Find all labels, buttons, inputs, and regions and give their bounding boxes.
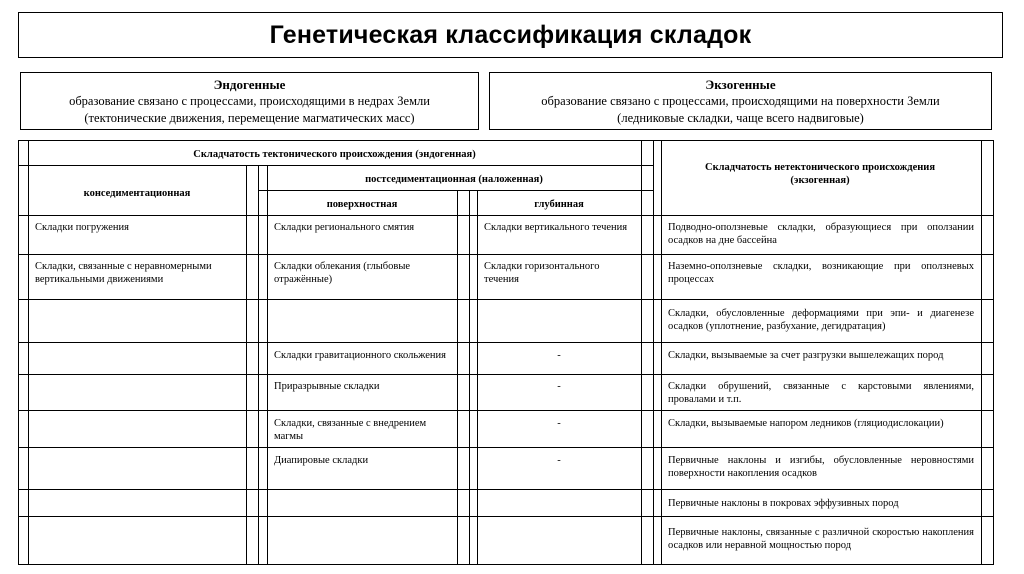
row-2-exogenous: Наземно-оползневые складки, возникающие при оползневых процессах bbox=[668, 261, 974, 285]
row-9-exogenous: Первичные наклоны, связанные с различной скоростью накопления осадков или неравной мощностью пород bbox=[668, 527, 974, 551]
row-8-exogenous: Первичные наклоны в покровах эффузивных пород bbox=[668, 498, 899, 509]
exogenous-heading: Экзогенные bbox=[705, 77, 776, 92]
header-deep: глубинная bbox=[534, 199, 584, 210]
row-6-deep: - bbox=[557, 418, 561, 429]
header-postsedimentation: постседиментационная (наложенная) bbox=[365, 174, 543, 185]
row-4-deep: - bbox=[557, 350, 561, 361]
header-consedimentation: конседиментационная bbox=[83, 188, 191, 199]
row-3-exogenous: Складки, обусловленные деформациями при эпи- и диагенезе осадков (уплотнение, разбухание, дегидратация) bbox=[668, 308, 974, 332]
row-6-exogenous: Складки, вызываемые напором ледников (гляциодислокации) bbox=[668, 418, 944, 429]
row-4-exogenous: Складки, вызываемые за счет разгрузки вышележащих пород bbox=[668, 350, 944, 361]
row-7-surface: Диапировые складки bbox=[274, 455, 369, 466]
row-1-consedimentation: Складки погружения bbox=[35, 222, 129, 233]
exogenous-line1: образование связано с процессами, происходящими на поверхности Земли bbox=[541, 94, 940, 108]
row-7-exogenous: Первичные наклоны и изгибы, обусловленные неровностями поверхности накопления осадков bbox=[668, 455, 974, 479]
row-5-surface: Приразрывные складки bbox=[274, 381, 380, 392]
endogenous-line1: образование связано с процессами, происходящими в недрах Земли bbox=[69, 94, 430, 108]
page-title: Генетическая классификация складок bbox=[269, 20, 752, 49]
row-1-deep: Складки вертикального течения bbox=[484, 222, 628, 233]
row-4-surface: Складки гравитационного скольжения bbox=[274, 350, 446, 361]
endogenous-heading: Эндогенные bbox=[213, 77, 286, 92]
row-1-surface: Складки регионального смятия bbox=[274, 222, 415, 233]
endogenous-line2: (тектонические движения, перемещение магматических масс) bbox=[84, 111, 415, 125]
row-7-deep: - bbox=[557, 455, 561, 466]
header-nontectonic: Складчатость нетектонического происхождения (экзогенная) bbox=[704, 162, 936, 186]
row-6-surface: Складки, связанные с внедрением магмы bbox=[274, 418, 427, 442]
row-2-surface: Складки облекания (глыбовые отражённые) bbox=[274, 261, 411, 285]
row-2-deep: Складки горизонтального течения bbox=[484, 261, 600, 285]
exogenous-line2: (ледниковые складки, чаще всего надвиговые) bbox=[617, 111, 864, 125]
row-5-exogenous: Складки обрушений, связанные с карстовыми явлениями, провалами и т.п. bbox=[668, 381, 974, 405]
row-5-deep: - bbox=[557, 381, 561, 392]
header-tectonic: Складчатость тектонического происхождения (эндогенная) bbox=[193, 149, 476, 160]
row-1-exogenous: Подводно-оползневые складки, образующиеся при оползании осадков на дне бассейна bbox=[668, 222, 974, 246]
header-surface: поверхностная bbox=[326, 199, 398, 210]
row-2-consedimentation: Складки, связанные с неравномерными вертикальными движениями bbox=[35, 261, 212, 285]
